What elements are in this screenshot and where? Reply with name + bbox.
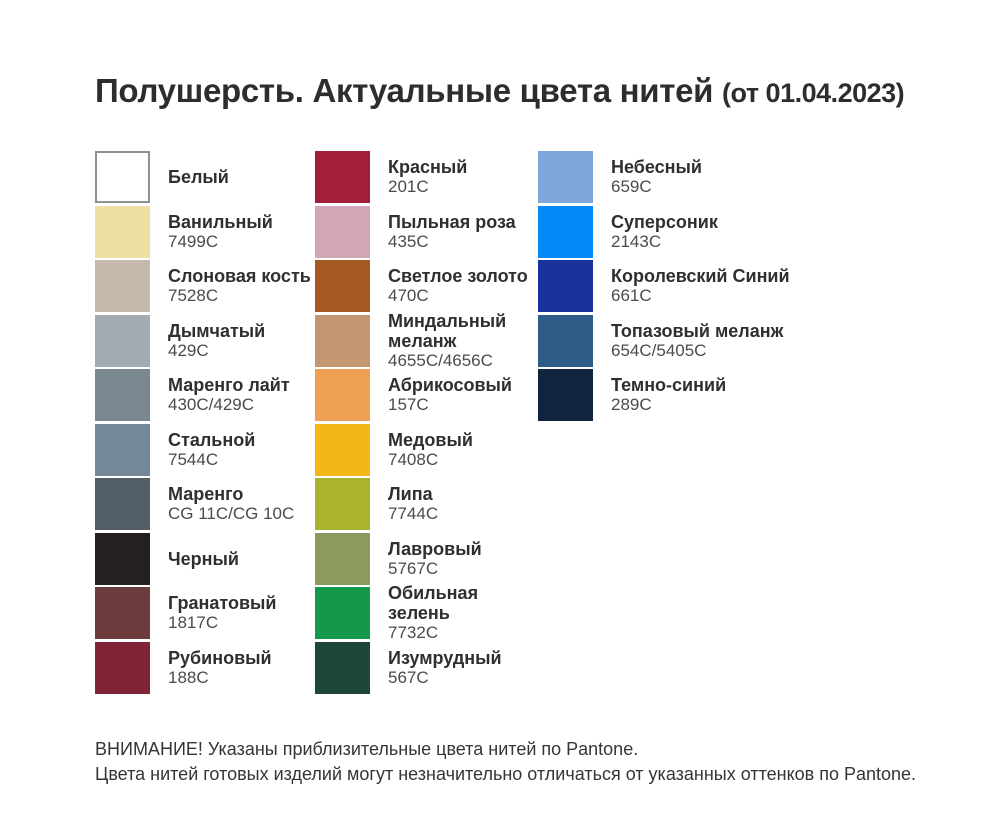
- color-name: Маренго: [168, 484, 244, 504]
- color-name: Слоновая кость: [168, 266, 311, 286]
- color-labels: [388, 266, 538, 306]
- color-row: [315, 260, 538, 312]
- footnote: [95, 737, 916, 787]
- color-name: Красный: [388, 157, 468, 177]
- color-name: Суперсоник: [611, 211, 718, 232]
- color-code: 2143C: [611, 231, 662, 251]
- color-code: 661C: [611, 286, 652, 305]
- palette-grid: [95, 151, 848, 696]
- color-swatch: [95, 587, 150, 639]
- color-row: [315, 478, 538, 530]
- color-row: [538, 369, 848, 421]
- color-labels: [611, 212, 829, 252]
- footnote-line-1: ВНИМАНИЕ! Указаны приблизительные цвета нитей по Pantone.: [95, 739, 639, 759]
- color-swatch: [538, 369, 593, 421]
- color-labels: [388, 157, 538, 197]
- color-code: 7528C: [168, 286, 219, 305]
- color-labels: [611, 321, 829, 361]
- color-code: 435C: [388, 231, 429, 251]
- color-row: [315, 206, 538, 258]
- color-row: [95, 642, 315, 694]
- color-row: [315, 310, 538, 370]
- color-code: 7744C: [388, 504, 439, 523]
- color-labels: [611, 266, 829, 306]
- color-swatch: [95, 478, 150, 530]
- color-labels: [611, 157, 829, 197]
- color-code: 5767C: [388, 558, 439, 578]
- color-swatch: [538, 315, 593, 367]
- page-title: [95, 72, 904, 110]
- color-labels: [388, 430, 538, 470]
- color-code: 567C: [388, 667, 429, 687]
- color-code: 470C: [388, 286, 429, 305]
- color-name: Дымчатый: [168, 320, 266, 341]
- color-name: Ванильный: [168, 211, 273, 232]
- color-labels: [168, 484, 315, 524]
- color-row: [315, 583, 538, 642]
- page-title-main: Полушерсть. Актуальные цвета нитей: [95, 72, 723, 109]
- color-row: [95, 315, 315, 367]
- color-labels: [168, 375, 315, 415]
- color-swatch: [315, 642, 370, 694]
- palette-column-3: [538, 151, 848, 696]
- color-labels: [388, 648, 538, 688]
- color-code: 429C: [168, 340, 209, 360]
- color-row: [95, 206, 315, 258]
- color-code: 659C: [611, 177, 652, 196]
- color-row: [95, 424, 315, 476]
- color-swatch: [315, 587, 370, 639]
- color-code: 1817C: [168, 613, 219, 632]
- color-swatch: [538, 151, 593, 203]
- color-row: [538, 206, 848, 258]
- color-name: Абрикосовый: [388, 375, 512, 395]
- color-labels: [388, 375, 538, 415]
- color-swatch: [315, 533, 370, 585]
- color-name: Миндальный меланж: [388, 310, 507, 351]
- color-labels: [388, 311, 538, 371]
- color-labels: [168, 593, 315, 633]
- color-name: Изумрудный: [388, 647, 502, 668]
- color-row: [315, 151, 538, 203]
- color-name: Стальной: [168, 429, 256, 450]
- color-swatch: [95, 642, 150, 694]
- color-row: [95, 478, 315, 530]
- color-labels: [168, 266, 315, 306]
- color-code: CG 11C/CG 10C: [168, 504, 295, 523]
- color-swatch: [95, 315, 150, 367]
- color-swatch: [315, 424, 370, 476]
- color-code: 188C: [168, 667, 209, 687]
- color-row: [95, 533, 315, 585]
- color-swatch: [315, 260, 370, 312]
- color-swatch: [315, 151, 370, 203]
- color-swatch: [95, 260, 150, 312]
- color-row: [315, 369, 538, 421]
- color-code: 157C: [388, 395, 429, 414]
- color-name: Рубиновый: [168, 647, 272, 668]
- color-row: [95, 587, 315, 639]
- color-code: 289C: [611, 395, 652, 414]
- color-code: 7544C: [168, 449, 219, 469]
- color-name: Гранатовый: [168, 593, 277, 613]
- color-name: Топазовый меланж: [611, 320, 784, 341]
- color-swatch: [315, 206, 370, 258]
- color-code: 7499C: [168, 231, 219, 251]
- palette-column-1: [95, 151, 315, 696]
- color-name: Черный: [168, 548, 239, 569]
- color-labels: [611, 375, 829, 415]
- color-code: 654C/5405C: [611, 340, 707, 360]
- color-labels: [168, 430, 315, 470]
- color-labels: [388, 212, 538, 252]
- color-labels: [168, 549, 315, 569]
- color-name: Медовый: [388, 429, 473, 450]
- color-swatch: [95, 424, 150, 476]
- color-name: Липа: [388, 484, 433, 504]
- color-swatch: [538, 206, 593, 258]
- color-labels: [388, 484, 538, 524]
- color-name: Белый: [168, 167, 229, 187]
- color-name: Небесный: [611, 157, 702, 177]
- color-code: 7732C: [388, 623, 439, 642]
- color-code: 201C: [388, 177, 429, 196]
- color-code: 430C/429C: [168, 395, 255, 414]
- color-swatch: [95, 206, 150, 258]
- color-labels: [168, 321, 315, 361]
- color-name: Королевский Синий: [611, 266, 790, 286]
- color-name: Темно-синий: [611, 375, 727, 395]
- color-swatch: [95, 369, 150, 421]
- color-row: [315, 424, 538, 476]
- color-name: Пыльная роза: [388, 211, 516, 232]
- color-swatch: [315, 478, 370, 530]
- color-name: Маренго лайт: [168, 375, 290, 395]
- color-row: [95, 369, 315, 421]
- color-swatch: [315, 315, 370, 367]
- color-row: [538, 151, 848, 203]
- color-swatch: [315, 369, 370, 421]
- color-row: [95, 260, 315, 312]
- color-labels: [168, 167, 315, 187]
- footnote-line-2: Цвета нитей готовых изделий могут незначительно отличаться от указанных оттенков по Pantone.: [95, 764, 917, 784]
- page-title-date: (от 01.04.2023): [722, 78, 905, 108]
- color-name: Лавровый: [388, 538, 482, 559]
- palette-column-2: [315, 151, 538, 696]
- color-name: Обильная зелень: [388, 583, 479, 623]
- color-row: [315, 642, 538, 694]
- color-labels: [388, 583, 538, 643]
- color-code: 4655C/4656C: [388, 350, 493, 370]
- color-swatch: [95, 151, 150, 203]
- color-row: [538, 315, 848, 367]
- color-row: [95, 151, 315, 203]
- color-labels: [168, 648, 315, 688]
- color-labels: [168, 212, 315, 252]
- color-labels: [388, 539, 538, 579]
- color-swatch: [95, 533, 150, 585]
- color-row: [315, 533, 538, 585]
- color-name: Светлое золото: [388, 266, 528, 286]
- color-code: 7408C: [388, 449, 439, 469]
- color-row: [538, 260, 848, 312]
- color-swatch: [538, 260, 593, 312]
